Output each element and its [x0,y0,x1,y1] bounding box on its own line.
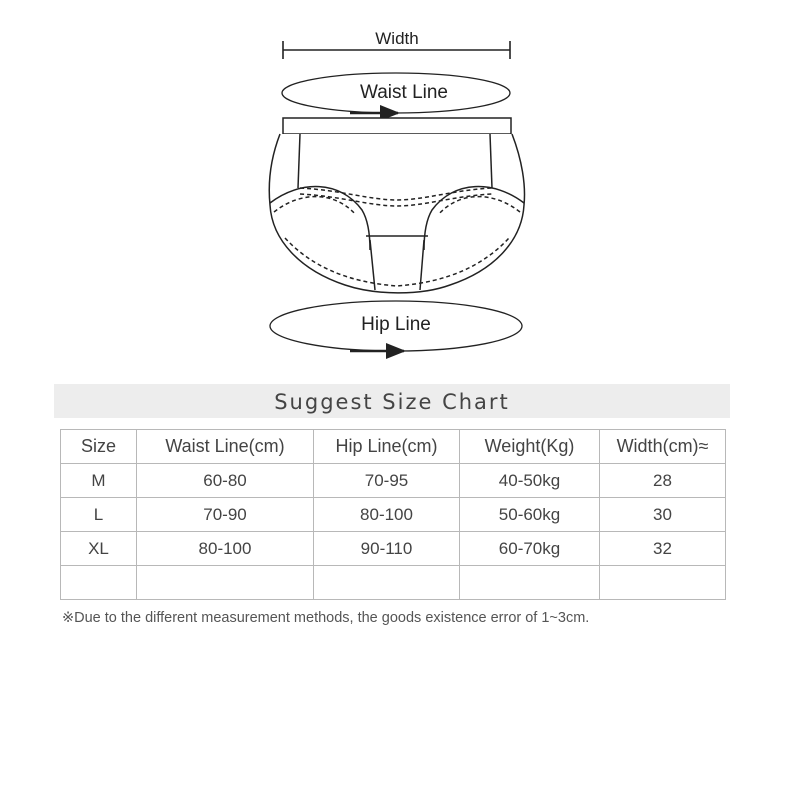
cell-hip: 90-110 [314,532,460,566]
cell-waist: 60-80 [137,464,314,498]
cell-width [600,566,726,600]
header-weight: Weight(Kg) [460,430,600,464]
measurement-diagram [0,0,800,370]
cell-waist [137,566,314,600]
hip-line-measure [270,301,522,351]
table-row [61,566,726,600]
cell-width: 30 [600,498,726,532]
cell-weight: 40-50kg [460,464,600,498]
table-row [61,532,726,566]
cell-hip: 80-100 [314,498,460,532]
cell-weight: 50-60kg [460,498,600,532]
briefs-illustration [269,118,524,293]
header-size: Size [61,430,137,464]
cell-size: M [61,464,137,498]
header-hip-line: Hip Line(cm) [314,430,460,464]
cell-waist: 70-90 [137,498,314,532]
cell-weight [460,566,600,600]
size-table [60,429,726,600]
measurement-note: ※Due to the different measurement methods, the goods existence error of 1~3cm. [62,610,590,626]
cell-hip: 70-95 [314,464,460,498]
cell-hip [314,566,460,600]
chart-title: Suggest Size Chart [274,390,510,414]
chart-title-bar [54,384,730,418]
waist-line-measure [282,73,510,113]
table-row [61,498,726,532]
cell-width: 28 [600,464,726,498]
table-row [61,464,726,498]
waist-line-label: Waist Line [360,82,448,103]
cell-size: L [61,498,137,532]
header-width: Width(cm)≈ [600,430,726,464]
cell-size: XL [61,532,137,566]
cell-weight: 60-70kg [460,532,600,566]
hip-line-label: Hip Line [361,314,431,335]
table-header-row [61,430,726,464]
cell-width: 32 [600,532,726,566]
width-measure [283,29,510,59]
cell-size [61,566,137,600]
width-label: Width [375,29,419,48]
header-waist-line: Waist Line(cm) [137,430,314,464]
cell-waist: 80-100 [137,532,314,566]
